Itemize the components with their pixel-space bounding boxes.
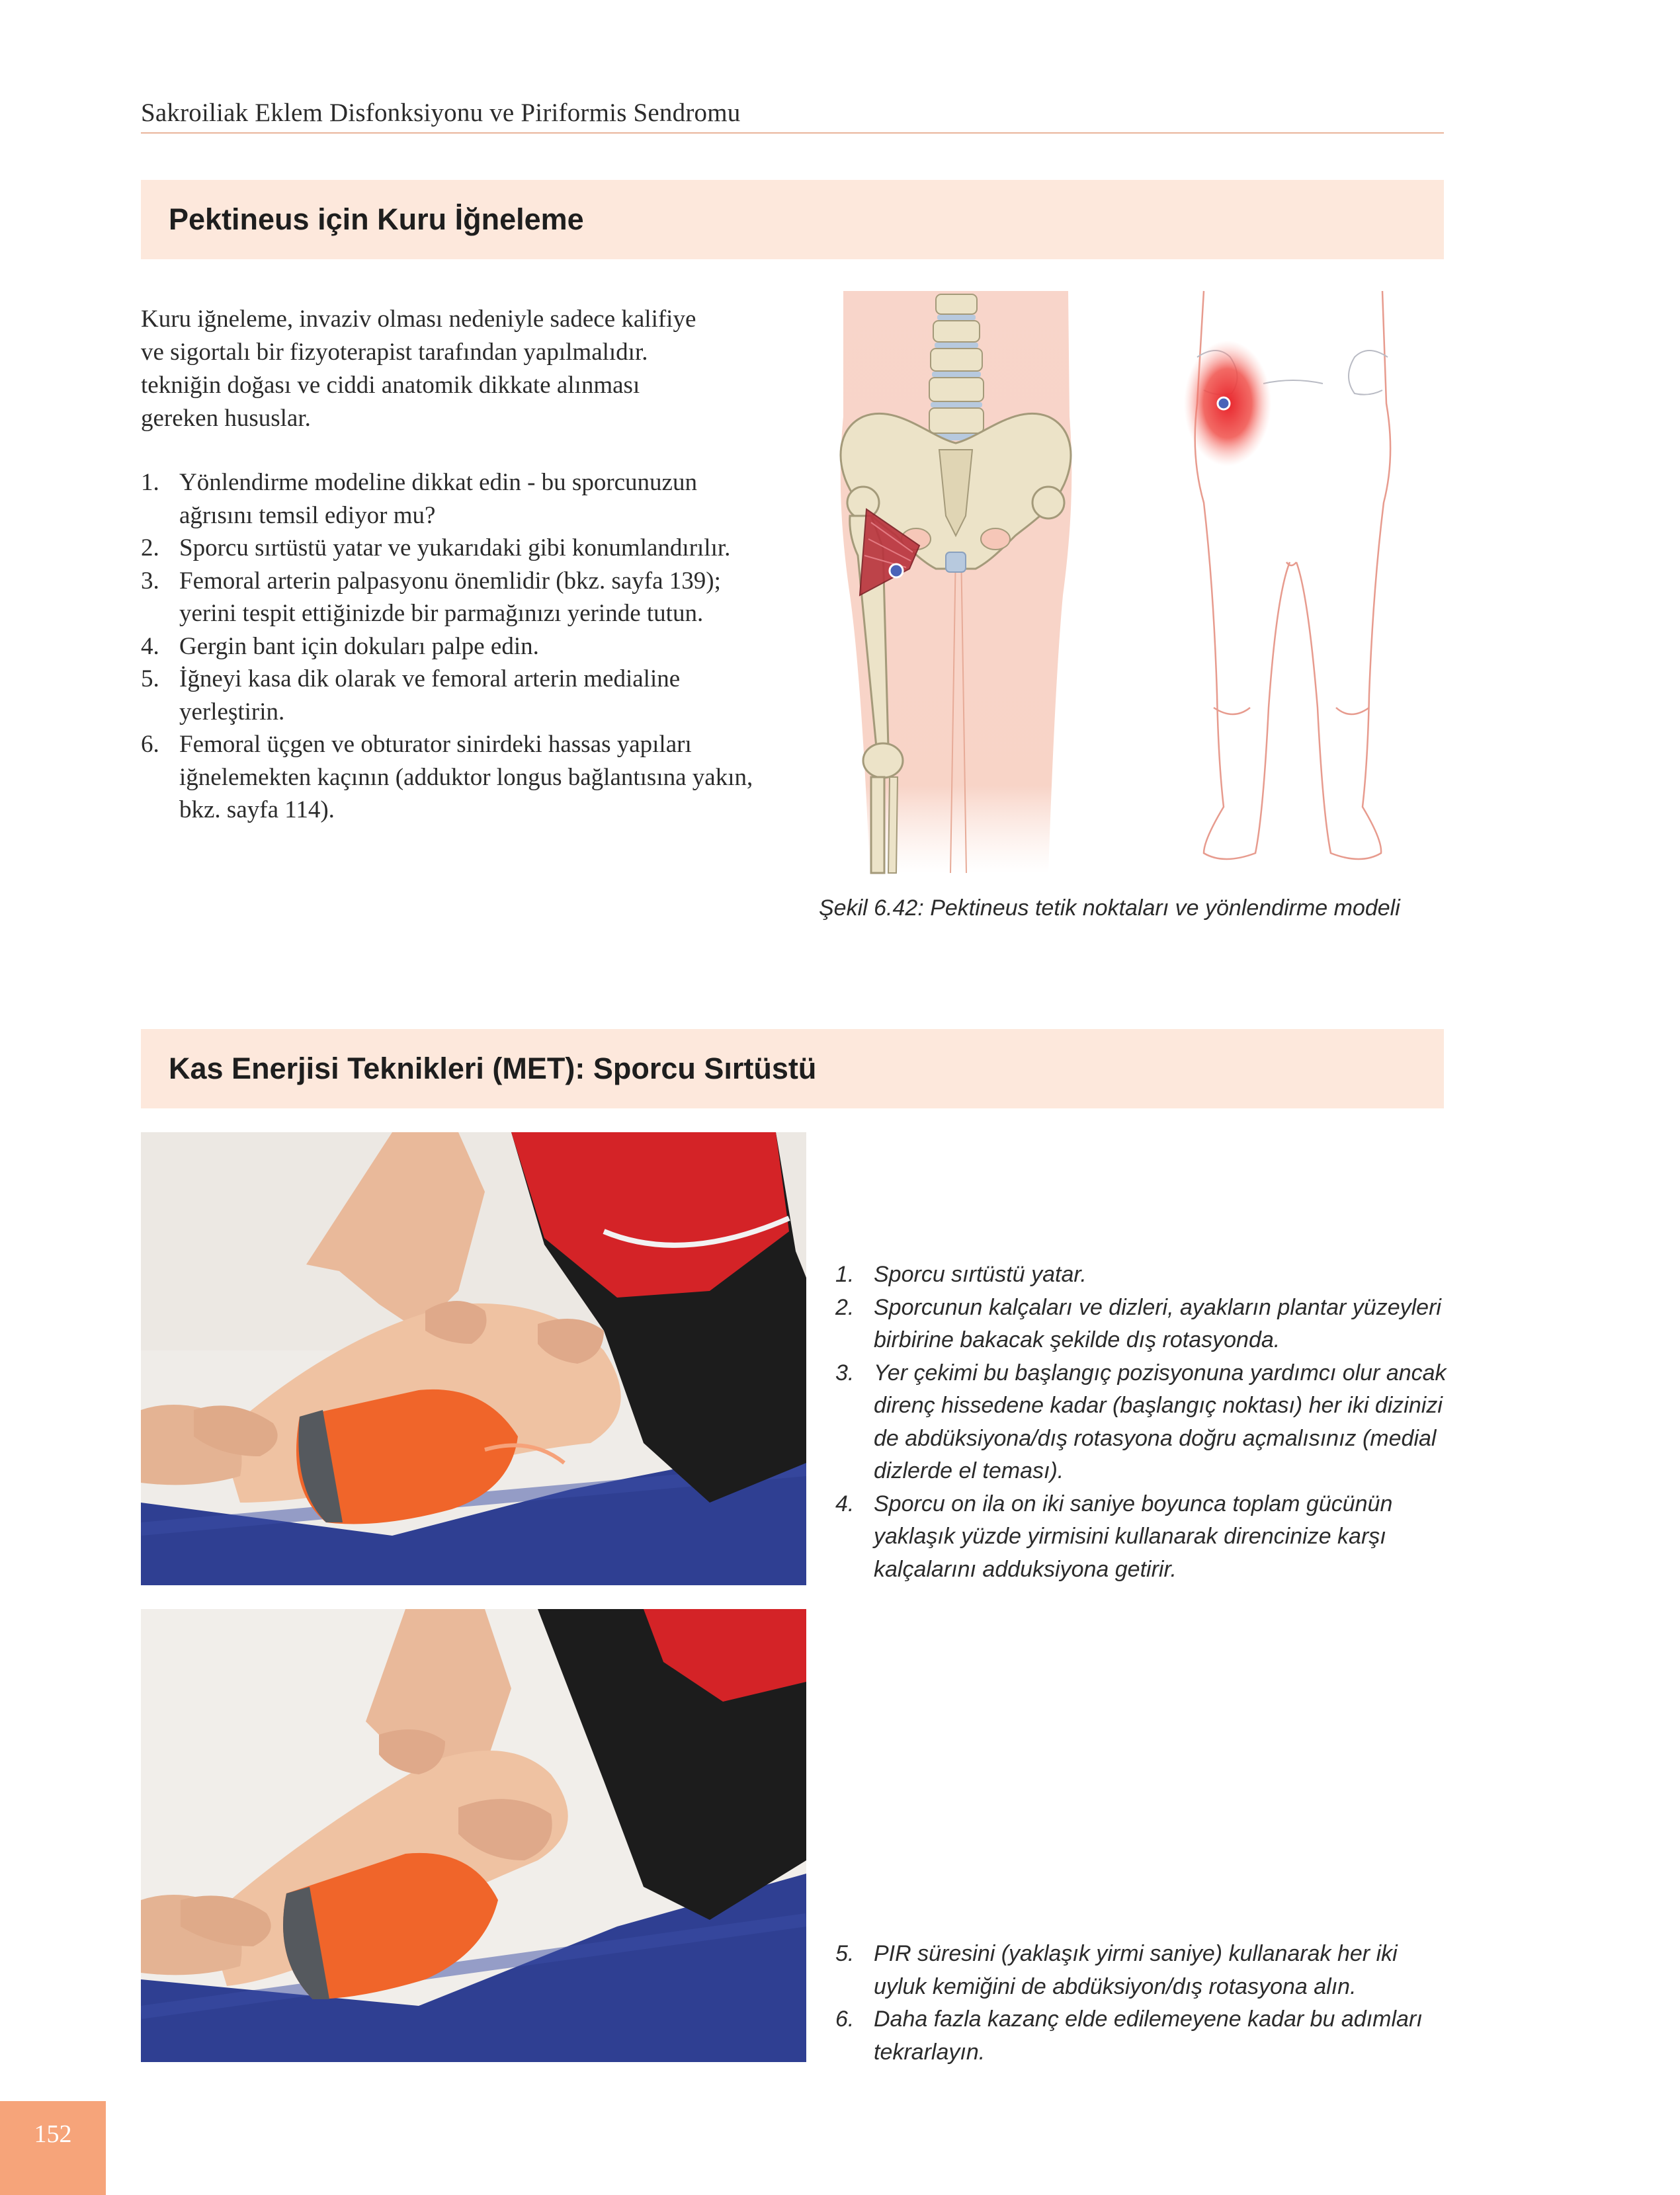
intro-line: tekniğin doğası ve ciddi anatomik dikkate alınması (141, 372, 640, 399)
section-title-met: Kas Enerjisi Teknikleri (MET): Sporcu Sırtüstü (169, 1052, 817, 1085)
list-item (141, 630, 776, 663)
referral-pattern-illustration (1177, 284, 1402, 873)
list-item (835, 1488, 1450, 1587)
page-number: 152 (34, 2120, 72, 2148)
met-end-position-photo (141, 1609, 806, 2062)
list-number: 1. (835, 1262, 855, 1287)
intro-paragraph (141, 303, 776, 435)
list-text: Femoral arterin palpasyonu önemlidir (bkz. sayfa 139); yerini tespit ettiğinizde bir parmağınızı yerinde tutun. (179, 567, 721, 627)
section-title-dry-needling: Pektineus için Kuru İğneleme (169, 202, 584, 236)
list-number: 6. (141, 731, 159, 758)
list-text: Femoral üçgen ve obturator sinirdeki hassas yapıları iğnelemekten kaçının (adduktor longus bağlantısına yakın, bkz. sayfa 114). (179, 731, 753, 823)
intro-line: gereken hususlar. (141, 405, 311, 432)
running-header: Sakroiliak Eklem Disfonksiyonu ve Piriformis Sendromu (141, 99, 741, 127)
list-text: Yer çekimi bu başlangıç pozisyonuna yardımcı olur ancak direnç hissedene kadar (başlangıç noktası) her iki dizinizi de abdüksiyona/dış rotasyona doğru açmalısınız (medial dizlerde el teması). (874, 1360, 1447, 1483)
list-item (835, 1259, 1450, 1292)
list-item (835, 1357, 1450, 1488)
list-item (835, 1938, 1450, 2003)
trigger-point-marker (890, 564, 903, 577)
list-number: 3. (141, 567, 159, 595)
intro-line: Kuru iğneleme, invaziv olması nedeniyle sadece kalifiye (141, 306, 696, 333)
section-bar-dry-needling (141, 180, 1444, 259)
list-text: Sporcu sırtüstü yatar ve yukarıdaki gibi konumlandırılır. (179, 534, 731, 561)
list-item (141, 565, 776, 630)
section-bar-met (141, 1029, 1444, 1108)
list-number: 5. (141, 665, 159, 692)
list-item (141, 466, 776, 532)
list-text: Yönlendirme modeline dikkat edin - bu sporcunuzun ağrısını temsil ediyor mu? (179, 469, 697, 529)
list-number: 2. (835, 1294, 855, 1320)
list-text: Sporcu sırtüstü yatar. (874, 1262, 1087, 1287)
list-item (835, 2003, 1450, 2069)
intro-line: ve sigortalı bir fizyoterapist tarafından yapılmalıdır. (141, 339, 648, 366)
list-number: 4. (835, 1491, 855, 1516)
met-steps-list-b (835, 1938, 1450, 2069)
met-start-position-photo (141, 1132, 806, 1585)
list-item (141, 663, 776, 728)
list-text: Sporcu on ila on iki saniye boyunca toplam gücünün yaklaşık yüzde yirmisini kullanarak direncinize karşı kalçalarını adduksiyona getirir. (874, 1491, 1393, 1582)
met-steps-list-a (835, 1259, 1450, 1586)
list-text: Sporcunun kalçaları ve dizleri, ayakların plantar yüzeyleri birbirine bakacak şekilde dış rotasyonda. (874, 1294, 1441, 1352)
list-number: 2. (141, 534, 159, 561)
list-text: Gergin bant için dokuları palpe edin. (179, 632, 539, 660)
needling-steps-list (141, 466, 776, 827)
list-item (141, 728, 776, 827)
list-number: 4. (141, 632, 159, 660)
list-number: 3. (835, 1360, 855, 1386)
header-rule (141, 132, 1444, 134)
list-number: 1. (141, 469, 159, 496)
pelvis-anatomy-illustration (830, 284, 1081, 880)
trigger-point-marker (1218, 397, 1230, 409)
list-item (835, 1292, 1450, 1357)
list-text: İğneyi kasa dik olarak ve femoral arterin medialine yerleştirin. (179, 665, 681, 725)
figure-caption: Şekil 6.42: Pektineus tetik noktaları ve yönlendirme modeli (819, 895, 1400, 921)
list-item (141, 532, 776, 565)
list-number: 5. (835, 1941, 855, 1966)
list-number: 6. (835, 2007, 855, 2032)
list-text: PIR süresini (yaklaşık yirmi saniye) kullanarak her iki uyluk kemiğini de abdüksiyon/dış rotasyona alın. (874, 1941, 1398, 1999)
list-text: Daha fazla kazanç elde edilemeyene kadar bu adımları tekrarlayın. (874, 2007, 1423, 2065)
